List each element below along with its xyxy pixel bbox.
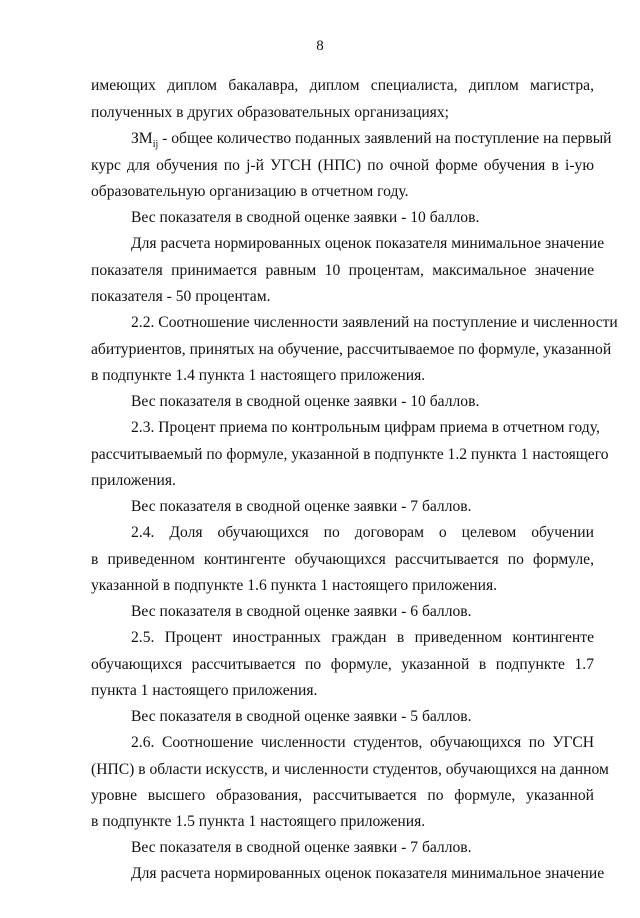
variable-subscript: ij (152, 139, 159, 151)
text-line: показателя принимается равным 10 процентам, максимальное значение (91, 262, 594, 279)
text-line: уровне высшего образования, рассчитывается по формуле, указанной (91, 787, 594, 804)
text-line: указанной в подпункте 1.6 пункта 1 настоящего приложения. (91, 577, 498, 594)
text-line: Вес показателя в сводной оценке заявки - 10 баллов. (131, 209, 480, 226)
text-line: курс для обучения по j-й УГСН (НПС) по очной форме обучения в i-ую (91, 157, 594, 174)
text-line: 2.5. Процент иностранных граждан в приведенном контингенте (131, 629, 594, 646)
text-line: приложения. (91, 472, 176, 489)
text-line: пункта 1 настоящего приложения. (91, 682, 318, 699)
variable-name: ЗМ (131, 130, 153, 147)
text-line: имеющих диплом бакалавра, диплом специалиста, диплом магистра, (91, 77, 594, 94)
text-line: (НПС) в области искусств, и численности студентов, обучающихся на данном (91, 761, 609, 778)
page-number: 8 (316, 38, 324, 54)
text-line: 2.6. Соотношение численности студентов, обучающихся по УГСН (131, 734, 594, 751)
text-line: полученных в других образовательных организациях; (91, 104, 449, 121)
text-line: образовательную организацию в отчетном году. (91, 183, 409, 200)
text-line: Вес показателя в сводной оценке заявки - 7 баллов. (131, 498, 472, 515)
text-line: рассчитываемый по формуле, указанной в подпункте 1.2 пункта 1 настоящего (91, 446, 609, 463)
text-line: обучающихся рассчитывается по формуле, указанной в подпункте 1.7 (91, 656, 594, 673)
text-line: 2.4. Доля обучающихся по договорам о целевом обучении (131, 524, 594, 541)
text-line: абитуриентов, принятых на обучение, рассчитываемое по формуле, указанной (91, 341, 612, 358)
text-line: Вес показателя в сводной оценке заявки - 6 баллов. (131, 603, 472, 620)
text-line: Вес показателя в сводной оценке заявки - 7 баллов. (131, 839, 472, 856)
text-line: Для расчета нормированных оценок показателя минимальное значение (131, 235, 605, 252)
text-line: Для расчета нормированных оценок показателя минимальное значение (131, 865, 605, 882)
text-line: в подпункте 1.5 пункта 1 настоящего приложения. (91, 813, 426, 830)
text-line: Вес показателя в сводной оценке заявки - 10 баллов. (131, 393, 480, 410)
text-line: показателя - 50 процентам. (91, 288, 271, 305)
text-line: 2.3. Процент приема по контрольным цифрам приема в отчетном году, (131, 419, 600, 436)
text-fragment: - общее количество поданных заявлений на поступление на первый (158, 130, 612, 147)
text-line: 2.2. Соотношение численности заявлений на поступление и численности (131, 314, 618, 331)
text-line: Вес показателя в сводной оценке заявки - 5 баллов. (131, 708, 472, 725)
text-line (131, 129, 612, 155)
text-line: в приведенном контингенте обучающихся рассчитывается по формуле, (91, 551, 594, 568)
text-line: в подпункте 1.4 пункта 1 настоящего приложения. (91, 367, 426, 384)
